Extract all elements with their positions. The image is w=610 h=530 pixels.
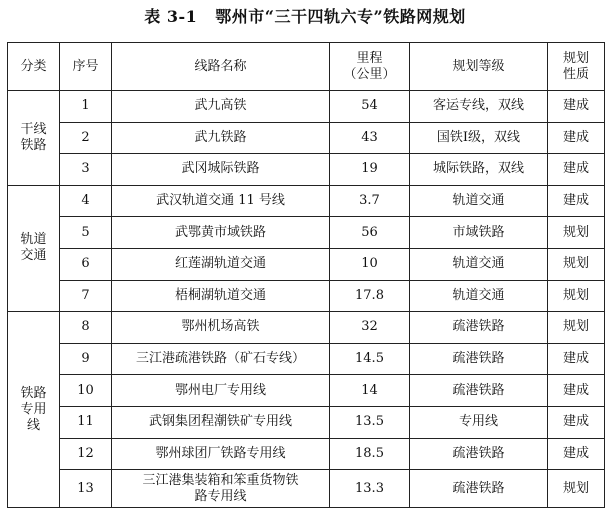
table-row [8,154,605,186]
row-mileage: 13.3 [330,470,410,508]
row-index: 13 [60,470,112,508]
document-title [0,6,610,28]
row-line-name: 武冈城际铁路 [112,154,330,186]
table-number: 表 3-1 [144,7,198,26]
row-status: 建成 [548,185,605,217]
header-status-line2: 性质 [562,66,589,82]
header-status [548,43,605,91]
row-grade: 疏港铁路 [410,343,548,375]
row-index: 8 [60,312,112,344]
row-status: 建成 [548,375,605,407]
row-grade: 疏港铁路 [410,375,548,407]
row-mileage: 3.7 [330,185,410,217]
category-line: 专用 [20,401,47,417]
table-header-row [8,43,605,91]
row-index: 11 [60,406,112,438]
row-status: 建成 [548,343,605,375]
table-title-text: 鄂州市“三干四轨六专”铁路网规划 [215,7,466,26]
row-grade: 轨道交通 [410,185,548,217]
header-index: 序号 [60,43,112,91]
row-status: 规划 [548,248,605,280]
row-line-name: 鄂州电厂专用线 [112,375,330,407]
category-cell-trunk-railway [8,91,60,186]
row-index: 7 [60,280,112,312]
table-row [8,185,605,217]
row-index: 4 [60,185,112,217]
row-index: 5 [60,217,112,249]
row-grade: 疏港铁路 [410,312,548,344]
row-line-name: 三江港疏港铁路（矿石专线） [112,343,330,375]
row-status: 规划 [548,217,605,249]
row-line-name: 鄂州球团厂铁路专用线 [112,438,330,470]
row-line-name: 梧桐湖轨道交通 [112,280,330,312]
row-line-name [112,470,330,508]
row-mileage: 10 [330,248,410,280]
header-mileage-line1: 里程 [356,50,383,66]
row-grade: 客运专线，双线 [410,91,548,123]
row-grade: 轨道交通 [410,248,548,280]
table-row [8,312,605,344]
row-mileage: 18.5 [330,438,410,470]
row-line-name: 武九高铁 [112,91,330,123]
row-grade: 疏港铁路 [410,438,548,470]
category-line: 交通 [20,248,47,264]
header-category: 分类 [8,43,60,91]
table-row [8,280,605,312]
row-status: 建成 [548,438,605,470]
row-index: 9 [60,343,112,375]
row-index: 6 [60,248,112,280]
row-index: 10 [60,375,112,407]
header-name: 线路名称 [112,43,330,91]
table-row [8,217,605,249]
table-row [8,375,605,407]
row-grade: 疏港铁路 [410,470,548,508]
row-mileage: 43 [330,122,410,154]
table-row [8,406,605,438]
row-status: 建成 [548,91,605,123]
row-grade: 轨道交通 [410,280,548,312]
row-mileage: 54 [330,91,410,123]
row-status: 规划 [548,312,605,344]
row-mileage: 56 [330,217,410,249]
row-index: 2 [60,122,112,154]
category-line: 干线 [20,121,47,137]
row-status: 规划 [548,280,605,312]
row-line-name: 武鄂黄市域铁路 [112,217,330,249]
category-cell-dedicated-railway [8,312,60,508]
row-line-name: 鄂州机场高铁 [112,312,330,344]
row-mileage: 14 [330,375,410,407]
header-mileage [330,43,410,91]
table-row [8,248,605,280]
header-status-line1: 规划 [562,50,589,66]
table-row [8,91,605,123]
table-row [8,122,605,154]
row-mileage: 13.5 [330,406,410,438]
header-mileage-line2: （公里） [343,66,396,82]
row-mileage: 14.5 [330,343,410,375]
row-mileage: 19 [330,154,410,186]
row-line-name-part: 三江港集装箱和笨重货物铁 [142,472,299,488]
row-grade: 城际铁路，双线 [410,154,548,186]
category-cell-rail-transit [8,185,60,311]
railway-network-table [7,42,605,508]
category-line: 线 [26,417,40,433]
table-row [8,470,605,508]
row-index: 3 [60,154,112,186]
row-line-name: 武汉轨道交通 11 号线 [112,185,330,217]
category-line: 铁路 [20,137,47,153]
row-status: 建成 [548,406,605,438]
row-status: 规划 [548,470,605,508]
row-mileage: 17.8 [330,280,410,312]
row-status: 建成 [548,154,605,186]
row-index: 12 [60,438,112,470]
row-line-name: 武钢集团程潮铁矿专用线 [112,406,330,438]
row-mileage: 32 [330,312,410,344]
table-row [8,438,605,470]
row-line-name: 武九铁路 [112,122,330,154]
table-row [8,343,605,375]
header-grade: 规划等级 [410,43,548,91]
row-grade: 国铁Ⅰ级，双线 [410,122,548,154]
row-line-name: 红莲湖轨道交通 [112,248,330,280]
row-status: 建成 [548,122,605,154]
row-grade: 市域铁路 [410,217,548,249]
row-grade: 专用线 [410,406,548,438]
category-line: 铁路 [20,385,47,401]
row-index: 1 [60,91,112,123]
category-line: 轨道 [20,232,47,248]
row-line-name-part: 路专用线 [194,488,247,504]
